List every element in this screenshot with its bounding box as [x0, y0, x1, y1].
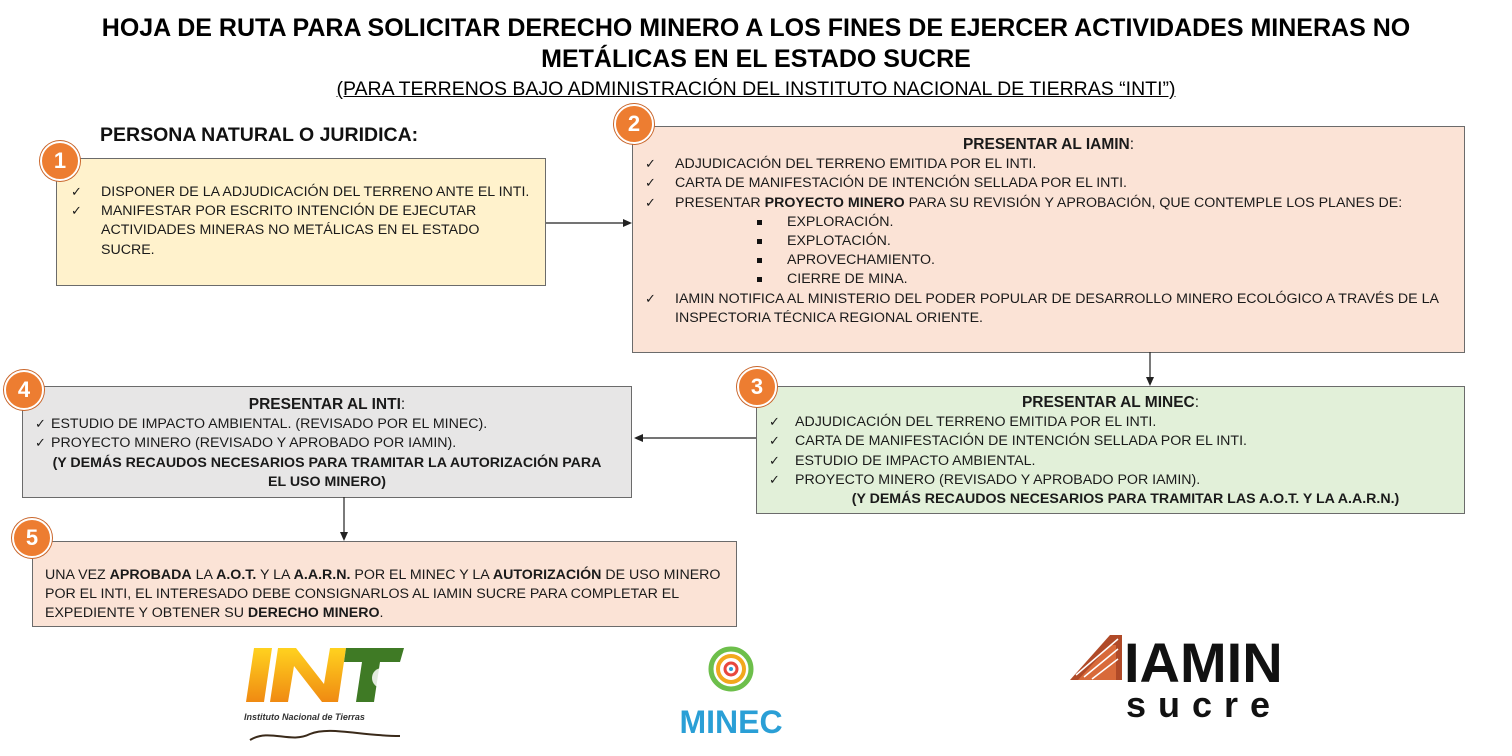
step-4-box — [22, 386, 632, 498]
arrow-4-to-5 — [336, 497, 352, 543]
step-2-box — [632, 126, 1465, 353]
inti-logo — [240, 640, 410, 746]
step-3-note: (Y DEMÁS RECAUDOS NECESARIOS PARA TRAMITAR LAS A.O.T. Y LA A.A.R.N.) — [851, 491, 1400, 508]
page-title-line-1: HOJA DE RUTA PARA SOLICITAR DERECHO MINERO A LOS FINES DE EJERCER ACTIVIDADES MINERAS NO — [101, 14, 1411, 42]
step-3-badge: 3 — [737, 367, 777, 407]
page-subtitle: (PARA TERRENOS BAJO ADMINISTRACIÓN DEL INSTITUTO NACIONAL DE TIERRAS “INTI”) — [336, 78, 1176, 100]
step-3-item: ✓ ADJUDICACIÓN DEL TERRENO EMITIDA POR EL INTI. — [769, 413, 1452, 432]
step-4-note: (Y DEMÁS RECAUDOS NECESARIOS PARA TRAMITAR LA AUTORIZACIÓN PARA EL USO MINERO) — [52, 454, 602, 490]
step-2-item: ✓ ADJUDICACIÓN DEL TERRENO EMITIDA POR EL INTI. — [645, 155, 1452, 174]
step-2-item: ✓ CARTA DE MANIFESTACIÓN DE INTENCIÓN SELLADA POR EL INTI. — [645, 174, 1452, 193]
arrow-3-to-4 — [632, 431, 758, 445]
step-1-heading: PERSONA NATURAL O JURIDICA: — [100, 124, 419, 146]
iamin-logo — [1070, 625, 1305, 725]
step-4-item: ✓ PROYECTO MINERO (REVISADO Y APROBADO POR IAMIN). — [35, 434, 619, 453]
step-2-item-notify: ✓ IAMIN NOTIFICA AL MINISTERIO DEL PODER POPULAR DE DESARROLLO MINERO ECOLÓGICO A TRAVÉS DE LA INSPECTORIA TÉCNICA REGIONAL ORIENTE. — [645, 290, 1452, 328]
step-3-item: ✓ PROYECTO MINERO (REVISADO Y APROBADO POR IAMIN). — [769, 471, 1452, 490]
step-1-badge: 1 — [40, 141, 80, 181]
step-3-item: ✓ ESTUDIO DE IMPACTO AMBIENTAL. — [769, 452, 1452, 471]
inti-caption: Instituto Nacional de Tierras — [244, 712, 365, 722]
step-5-box — [32, 541, 737, 627]
step-1-item: ✓ MANIFESTAR POR ESCRITO INTENCIÓN DE EJECUTAR ACTIVIDADES MINERAS NO METÁLICAS EN EL ESTADO SUCRE. — [71, 202, 533, 260]
step-2-plan: APROVECHAMIENTO. — [645, 251, 1452, 270]
arrow-2-to-3 — [1142, 352, 1158, 388]
page-title-line-2: METÁLICAS EN EL ESTADO SUCRE — [541, 45, 971, 73]
minec-name: MINEC — [679, 704, 783, 740]
step-2-badge: 2 — [614, 104, 654, 144]
step-1-box — [56, 158, 546, 286]
iamin-name: IAMIN — [1124, 631, 1283, 694]
step-2-heading: PRESENTAR AL IAMIN: — [962, 136, 1135, 153]
arrow-1-to-2 — [546, 216, 634, 230]
step-2-plan: EXPLOTACIÓN. — [645, 232, 1452, 251]
step-3-heading: PRESENTAR AL MINEC: — [1021, 394, 1200, 411]
step-3-item: ✓ CARTA DE MANIFESTACIÓN DE INTENCIÓN SELLADA POR EL INTI. — [769, 432, 1452, 451]
step-2-plan: CIERRE DE MINA. — [645, 270, 1452, 289]
minec-logo — [664, 645, 799, 745]
step-4-heading: PRESENTAR AL INTI: — [248, 396, 406, 413]
step-2-item-project: ✓ PRESENTAR PROYECTO MINERO PARA SU REVISIÓN Y APROBACIÓN, QUE CONTEMPLE LOS PLANES DE: — [645, 194, 1452, 213]
step-5-badge: 5 — [12, 518, 52, 558]
step-4-item: ✓ ESTUDIO DE IMPACTO AMBIENTAL. (REVISADO POR EL MINEC). — [35, 415, 619, 434]
step-3-box — [756, 386, 1465, 514]
step-1-item: ✓ DISPONER DE LA ADJUDICACIÓN DEL TERRENO ANTE EL INTI. — [71, 183, 533, 202]
iamin-sub: sucre — [1126, 684, 1283, 725]
step-4-badge: 4 — [4, 370, 44, 410]
step-5-text: UNA VEZ APROBADA LA A.O.T. Y LA A.A.R.N. POR EL MINEC Y LA AUTORIZACIÓN DE USO MINERO POR EL INTI, EL INTERESADO DEBE CONSIGNARLOS AL IAMIN SUCRE PARA COMPLETAR EL EXPEDIENTE Y OBTENER SU DERECHO MINERO. — [45, 567, 721, 622]
step-2-plan: EXPLORACIÓN. — [645, 213, 1452, 232]
